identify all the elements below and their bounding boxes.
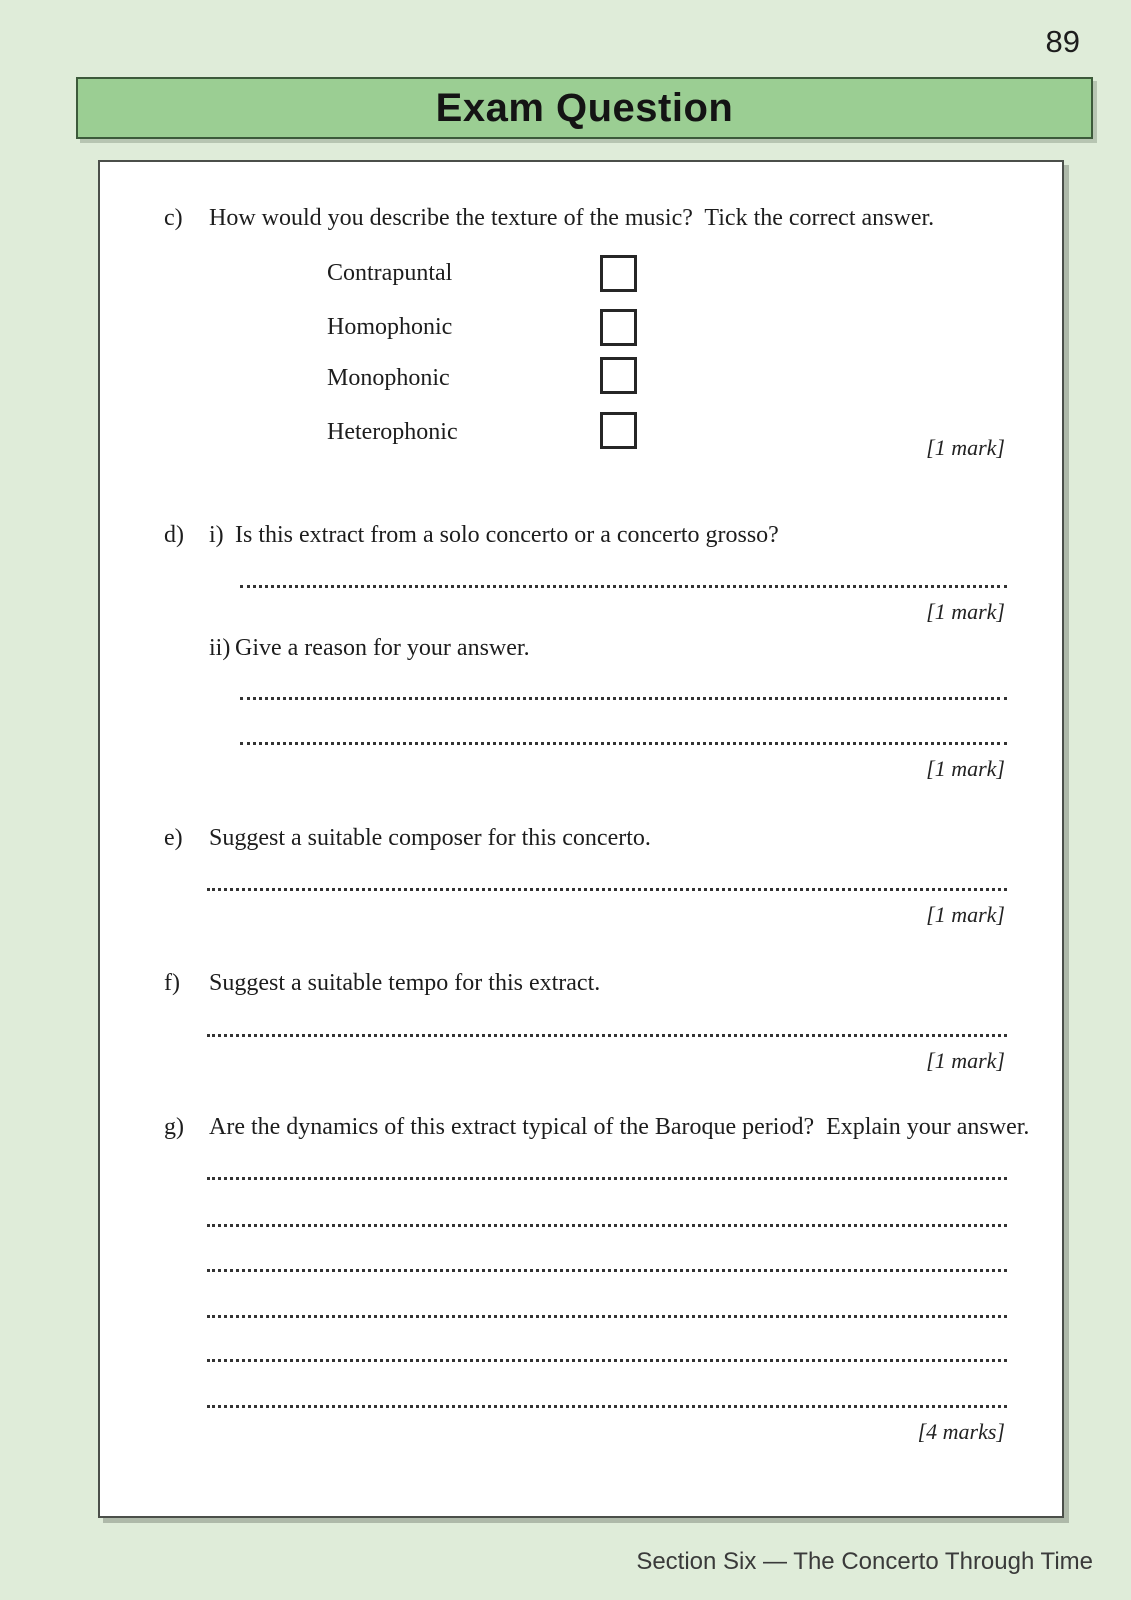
option-label-heterophonic: Heterophonic (327, 419, 458, 445)
question-d-i-numeral: i) (209, 522, 224, 548)
answer-line (207, 1224, 1007, 1227)
option-checkbox-monophonic[interactable] (600, 357, 637, 394)
answer-line (207, 1034, 1007, 1037)
exam-question-banner (76, 77, 1093, 139)
question-f-text: Suggest a suitable tempo for this extract. (209, 970, 601, 996)
question-d-i-marks: [1 mark] (926, 599, 1005, 624)
option-checkbox-contrapuntal[interactable] (600, 255, 637, 292)
option-checkbox-heterophonic[interactable] (600, 412, 637, 449)
answer-line (207, 888, 1007, 891)
question-f-letter: f) (164, 970, 180, 996)
answer-line (207, 1359, 1007, 1362)
question-d-letter: d) (164, 522, 184, 548)
question-e-text: Suggest a suitable composer for this concerto. (209, 825, 651, 851)
question-d-i-text: Is this extract from a solo concerto or a concerto grosso? (235, 522, 779, 548)
option-checkbox-homophonic[interactable] (600, 309, 637, 346)
question-c-letter: c) (164, 205, 183, 231)
banner-title: Exam Question (435, 86, 734, 130)
option-label-monophonic: Monophonic (327, 365, 450, 391)
question-d-ii-text: Give a reason for your answer. (235, 635, 530, 661)
option-label-contrapuntal: Contrapuntal (327, 260, 453, 286)
page-number: 89 (1045, 24, 1080, 59)
question-e-marks: [1 mark] (926, 902, 1005, 927)
question-e-letter: e) (164, 825, 183, 851)
answer-line (207, 1177, 1007, 1180)
question-g-text: Are the dynamics of this extract typical of the Baroque period? Explain your answer. (209, 1114, 1030, 1140)
answer-line (240, 697, 1007, 700)
question-d-ii-numeral: ii) (209, 635, 231, 661)
answer-line (207, 1315, 1007, 1318)
question-d-ii-marks: [1 mark] (926, 756, 1005, 781)
question-f-marks: [1 mark] (926, 1048, 1005, 1073)
exam-question-box (98, 160, 1064, 1518)
section-footer: Section Six — The Concerto Through Time (636, 1548, 1093, 1575)
question-c-marks: [1 mark] (926, 435, 1005, 460)
answer-line (240, 585, 1007, 588)
question-g-marks: [4 marks] (917, 1419, 1005, 1444)
question-g-letter: g) (164, 1114, 184, 1140)
answer-line (207, 1405, 1007, 1408)
answer-line (207, 1269, 1007, 1272)
option-label-homophonic: Homophonic (327, 314, 453, 340)
question-c-text: How would you describe the texture of the music? Tick the correct answer. (209, 205, 935, 231)
answer-line (240, 742, 1007, 745)
